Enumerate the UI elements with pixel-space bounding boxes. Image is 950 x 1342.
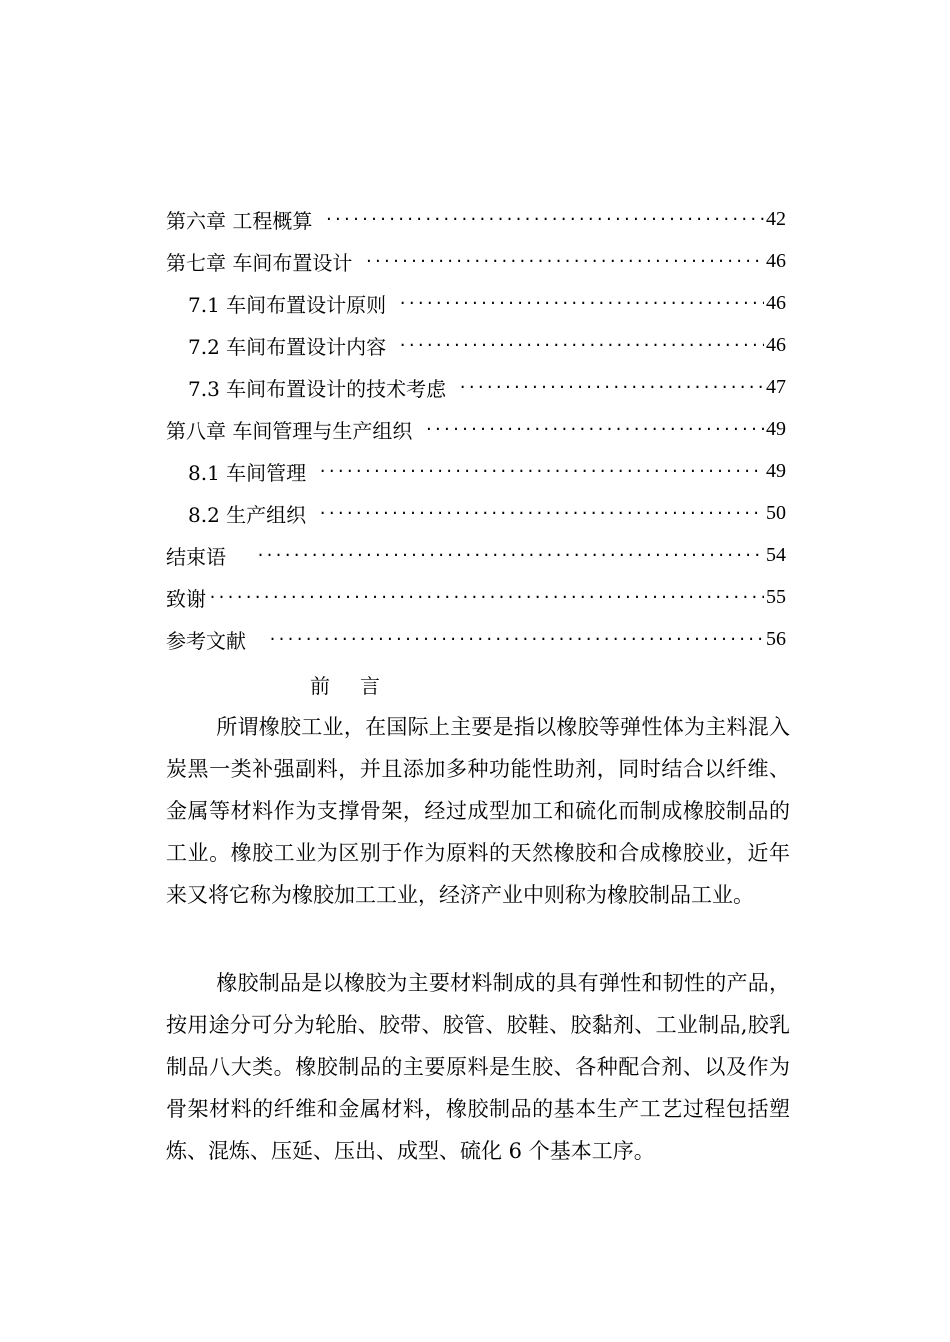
toc-entry-page: 54 [766,543,786,566]
toc-entry[interactable] [166,534,786,576]
toc-dot-leader [364,254,764,269]
toc-entry[interactable] [166,408,786,450]
table-of-contents [166,198,786,660]
toc-entry-label: 第六章 工程概算 [166,208,313,233]
toc-dot-leader [458,380,764,395]
toc-entry-label: 参考文献 [166,628,246,653]
toc-dot-leader [318,464,764,479]
toc-entry-page: 50 [766,501,786,524]
toc-entry-page: 46 [766,291,786,314]
toc-entry[interactable] [166,450,786,492]
toc-dot-leader [208,590,764,605]
toc-entry-page: 49 [766,459,786,482]
toc-entry-page: 42 [766,207,786,230]
toc-entry[interactable] [166,618,786,660]
toc-entry[interactable] [166,198,786,240]
toc-entry-label: 8.2 生产组织 [188,502,307,527]
preface-paragraph-text: 所谓橡胶工业，在国际上主要是指以橡胶等弹性体为主料混入炭黑一类补强副料，并且添加多种功能性助剂，同时结合以纤维、金属等材料作为支撑骨架，经过成型加工和硫化而制成橡胶制品的工业。橡胶工业为区别于作为原料的天然橡胶和合成橡胶业，近年来又将它称为橡胶加工工业，经济产业中则称为橡胶制品工业。 [166,715,790,907]
toc-entry-page: 55 [766,585,786,608]
toc-entry[interactable] [166,240,786,282]
toc-entry-label: 8.1 车间管理 [188,460,307,485]
preface-paragraph [166,706,790,916]
toc-entry-page: 46 [766,249,786,272]
toc-entry-label: 结束语 [166,544,226,569]
toc-dot-leader [398,296,764,311]
toc-entry-page: 56 [766,627,786,650]
toc-entry[interactable] [166,366,786,408]
preface-paragraph [166,962,790,1172]
toc-entry-label: 7.1 车间布置设计原则 [188,292,387,317]
toc-entry-label: 致谢 [166,586,206,611]
toc-dot-leader [318,506,764,521]
toc-entry[interactable] [166,324,786,366]
preface-title: 前言 [310,674,410,698]
toc-entry[interactable] [166,282,786,324]
toc-entry-page: 49 [766,417,786,440]
preface-paragraph-text: 橡胶制品是以橡胶为主要材料制成的具有弹性和韧性的产品，按用途分可分为轮胎、胶带、胶管、胶鞋、胶黏剂、工业制品,胶乳制品八大类。橡胶制品的主要原料是生胶、各种配合剂、以及作为骨架材料的纤维和金属材料，橡胶制品的基本生产工艺过程包括塑炼、混炼、压延、压出、成型、硫化 6 个基本工序。 [166,971,790,1163]
toc-entry-label: 7.2 车间布置设计内容 [188,334,387,359]
toc-dot-leader [424,422,764,437]
toc-entry-label: 7.3 车间布置设计的技术考虑 [188,376,447,401]
toc-dot-leader [268,632,764,647]
toc-entry-page: 46 [766,333,786,356]
toc-entry-label: 第七章 车间布置设计 [166,250,353,275]
toc-dot-leader [324,212,764,227]
toc-entry[interactable] [166,576,786,618]
toc-dot-leader [398,338,764,353]
toc-entry-label: 第八章 车间管理与生产组织 [166,418,413,443]
toc-dot-leader [256,548,764,563]
toc-entry-page: 47 [766,375,786,398]
toc-entry[interactable] [166,492,786,534]
